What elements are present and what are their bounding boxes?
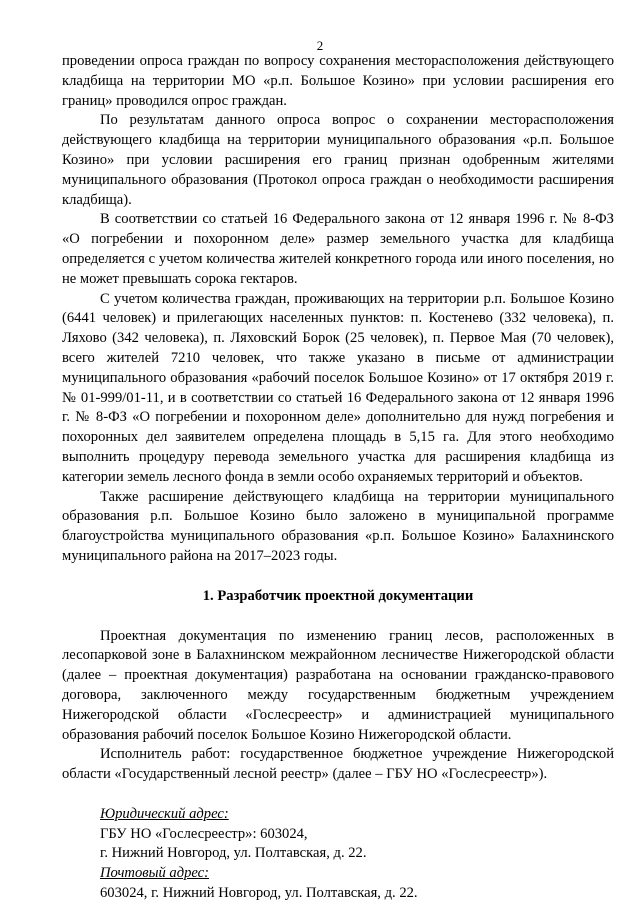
paragraph-continuation: проведении опроса граждан по вопросу сохранения месторасположения действующего кладбища на территории МО «р.п. Большое Козино» при условии расширения его границ» проводился опрос граждан. (62, 53, 614, 109)
document-body (62, 52, 614, 904)
page-number: 2 (316, 38, 324, 53)
paragraph-survey-result: По результатам данного опроса вопрос о сохранении месторасположения действующего кладбища на территории муниципального образования «р.п. Большое Козино» при условии расширения его границ признан одобренным жителями муниципального образования (Протокол опроса граждан о необходимости расширения кладбища). (62, 112, 614, 208)
paragraph-contractor: Исполнитель работ: государственное бюджетное учреждение Нижегородской области «Государственный лесной реестр» (далее – ГБУ НО «Гослесреестр»). (62, 746, 614, 783)
legal-address-line-1: ГБУ НО «Гослесреестр»: 603024, (100, 825, 308, 842)
paragraph-program: Также расширение действующего кладбища на территории муниципального образования р.п. Большое Козино было заложено в муниципальной программе благоустройства муниципального образования «р.п. Большое Козино» Балахнинского муниципального района на 2017–2023 годы. (62, 488, 614, 564)
legal-address-label: Юридический адрес: (100, 805, 229, 822)
postal-address-line-1: 603024, г. Нижний Новгород, ул. Полтавская, д. 22. (100, 885, 418, 902)
address-block (100, 805, 614, 904)
paragraph-population: С учетом количества граждан, проживающих на территории р.п. Большое Козино (6441 человек) и прилегающих населенных пунктов: п. Костенево (332 человека), п. Ляхово (342 человека), п. Ляховский Борок (25 человек), п. Первое Мая (70 человек), всего жителей 7210 человек, что также указано в письме от администрации муниципального образования «рабочий поселок Большое Козино» от 17 октября 2019 г. № 01-999/01-11, и в соответствии со статьей 16 Федерального закона от 12 января 1996 г. № 8-ФЗ «О погребении и похоронном деле» дополнительно для нужд погребения и похоронных дел заявителем определена площадь в 5,15 га. Для этого необходимо выполнить процедуру перевода земельного участка для расширения кладбища из категории земель лесного фонда в земли особо охраняемых территорий и объектов. (62, 290, 614, 485)
paragraph-federal-law: В соответствии со статьей 16 Федерального закона от 12 января 1996 г. № 8-ФЗ «О погребении и похоронном деле» размер земельного участка для кладбища определяется с учетом количества жителей конкретного города или иного поселения, но не может превышать сорока гектаров. (62, 211, 614, 287)
paragraph-project-docs: Проектная документация по изменению границ лесов, расположенных в лесопарковой зоне в Балахнинском межрайонном лесничестве Нижегородской области (далее – проектная документация) разработана на основании гражданско-правового договора, заключенного между государственным бюджетным учреждением Нижегородской области «Гослесреестр» и администрацией муниципального образования рабочий поселок Большое Козино Нижегородской области. (62, 627, 614, 743)
section-heading: 1. Разработчик проектной документации (202, 587, 474, 604)
postal-address-label: Почтовый адрес: (100, 865, 210, 882)
legal-address-line-2: г. Нижний Новгород, ул. Полтавская, д. 22. (100, 845, 367, 862)
